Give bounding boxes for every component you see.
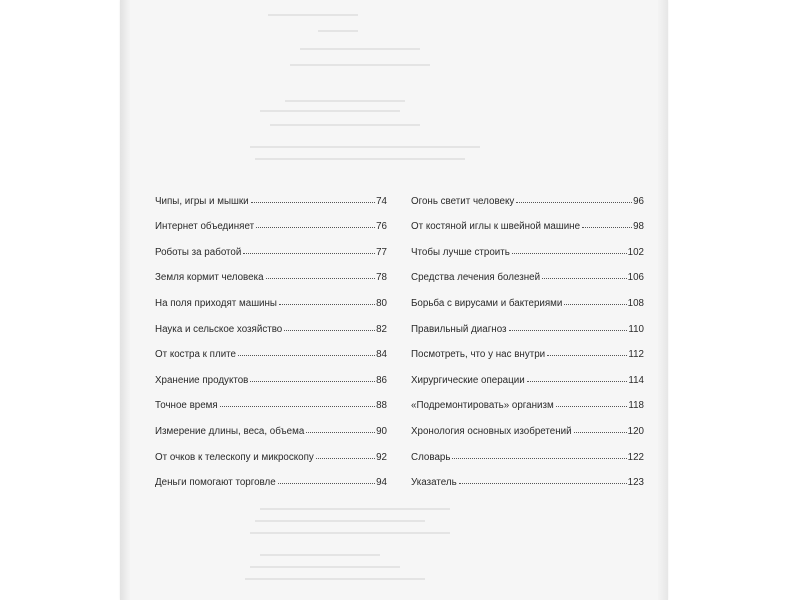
- toc-entry-title: От костяной иглы к швейной машине: [411, 221, 581, 233]
- dot-leader: [574, 432, 627, 433]
- toc-entry: [155, 233, 387, 259]
- toc-entry-page-number: 122: [627, 451, 644, 463]
- dot-leader: [527, 381, 628, 382]
- toc-entry-title: Указатель: [411, 477, 457, 489]
- toc-entry-page-number: 90: [376, 425, 387, 437]
- toc-entry: [411, 259, 644, 285]
- toc-entry-page-number: 110: [628, 323, 644, 335]
- toc-entry-title: Хранение продуктов: [155, 374, 249, 386]
- toc-entry-title: Посмотреть, что у нас внутри: [411, 349, 546, 361]
- toc-entry: [155, 464, 387, 490]
- toc-entry-title: Роботы за работой: [155, 246, 242, 258]
- dot-leader: [279, 304, 375, 305]
- toc-entry: [155, 259, 387, 285]
- toc-entry-page-number: 112: [628, 349, 644, 361]
- dot-leader: [512, 253, 627, 254]
- dot-leader: [547, 355, 627, 356]
- toc-entry: [411, 208, 644, 234]
- toc-entry-page-number: 74: [376, 195, 387, 207]
- toc-entry-page-number: 77: [376, 246, 387, 258]
- toc-entry: [411, 284, 644, 310]
- toc-entry-page-number: 120: [627, 425, 644, 437]
- toc-entry-title: Хронология основных изобретений: [411, 425, 572, 437]
- dot-leader: [238, 355, 375, 356]
- toc-entry: [155, 438, 387, 464]
- toc-entry-page-number: 88: [376, 400, 387, 412]
- toc-entry: [155, 387, 387, 413]
- dot-leader: [250, 381, 375, 382]
- toc-entry-page-number: 118: [628, 400, 644, 412]
- toc-entry-title: Чипы, игры и мышки: [155, 195, 249, 207]
- toc-entry-page-number: 123: [627, 477, 644, 489]
- toc-entry: [411, 182, 644, 208]
- toc-entry: [411, 387, 644, 413]
- page-shadow-left: [120, 0, 130, 600]
- toc-entry: [411, 310, 644, 336]
- toc-entry-title: Правильный диагноз: [411, 323, 507, 335]
- toc-entry-page-number: 84: [376, 349, 387, 361]
- dot-leader: [516, 202, 632, 203]
- toc-entry: [411, 412, 644, 438]
- toc-entry: [155, 182, 387, 208]
- dot-leader: [220, 406, 375, 407]
- toc-entry: [155, 412, 387, 438]
- toc-entry-title: Деньги помогают торговле: [155, 477, 276, 489]
- toc-column-left: [155, 182, 387, 489]
- toc-entry: [411, 438, 644, 464]
- toc-entry: [155, 310, 387, 336]
- toc-entry-title: «Подремонтировать» организм: [411, 400, 554, 412]
- toc-entry-page-number: 82: [376, 323, 387, 335]
- toc-entry-title: Земля кормит человека: [155, 272, 264, 284]
- toc-entry-page-number: 98: [633, 221, 644, 233]
- toc-entry: [155, 208, 387, 234]
- dot-leader: [509, 330, 628, 331]
- toc-entry-page-number: 108: [627, 297, 644, 309]
- dot-leader: [556, 406, 628, 407]
- toc-entry-page-number: 94: [376, 477, 387, 489]
- toc-entry-page-number: 96: [633, 195, 644, 207]
- toc-entry-title: Интернет объединяет: [155, 221, 255, 233]
- toc-column-right: [411, 182, 644, 489]
- toc-entry: [411, 464, 644, 490]
- toc-entry-title: Словарь: [411, 451, 451, 463]
- dot-leader: [278, 483, 375, 484]
- toc-entry-page-number: 92: [376, 451, 387, 463]
- toc-entry: [155, 361, 387, 387]
- dot-leader: [256, 227, 375, 228]
- toc-entry-page-number: 86: [376, 374, 387, 386]
- toc-entry-title: Наука и сельское хозяйство: [155, 323, 283, 335]
- toc-entry-title: Средства лечения болезней: [411, 272, 541, 284]
- toc-entry-title: Чтобы лучше строить: [411, 246, 510, 258]
- toc-entry: [411, 361, 644, 387]
- toc-entry-page-number: 102: [627, 246, 644, 258]
- toc-entry-title: Измерение длины, веса, объема: [155, 425, 305, 437]
- dot-leader: [582, 227, 632, 228]
- dot-leader: [306, 432, 375, 433]
- toc-entry-title: Точное время: [155, 400, 218, 412]
- toc-entry-title: Огонь светит человеку: [411, 195, 515, 207]
- dot-leader: [266, 278, 376, 279]
- toc-entry-page-number: 106: [627, 272, 644, 284]
- dot-leader: [316, 458, 375, 459]
- toc-entry: [155, 336, 387, 362]
- dot-leader: [251, 202, 375, 203]
- toc-entry: [155, 284, 387, 310]
- dot-leader: [459, 483, 627, 484]
- toc-entry-page-number: 80: [376, 297, 387, 309]
- toc-entry-page-number: 114: [628, 374, 644, 386]
- toc-entry: [411, 233, 644, 259]
- toc-entry-page-number: 78: [376, 272, 387, 284]
- toc-entry-title: На поля приходят машины: [155, 297, 277, 309]
- dot-leader: [564, 304, 626, 305]
- dot-leader: [284, 330, 375, 331]
- page-shadow-right: [658, 0, 668, 600]
- dot-leader: [243, 253, 375, 254]
- toc-entry-title: От очков к телескопу и микроскопу: [155, 451, 314, 463]
- dot-leader: [542, 278, 627, 279]
- toc-entry: [411, 336, 644, 362]
- toc-entry-title: От костра к плите: [155, 349, 237, 361]
- toc-entry-title: Хирургические операции: [411, 374, 525, 386]
- dot-leader: [452, 458, 626, 459]
- toc-entry-title: Борьба с вирусами и бактериями: [411, 297, 563, 309]
- toc-entry-page-number: 76: [376, 221, 387, 233]
